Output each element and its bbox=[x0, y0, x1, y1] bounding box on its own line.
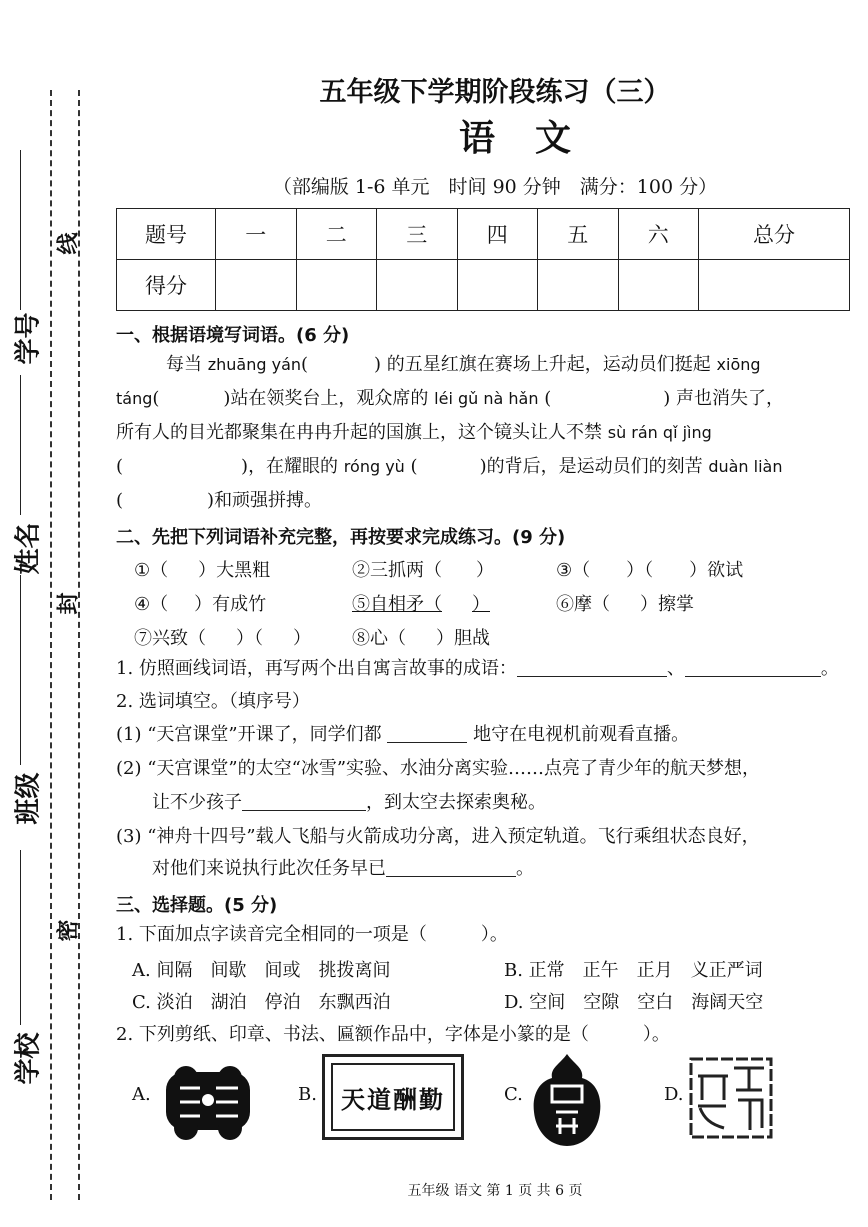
idiom-item-6: ⑥摩（ ）擦掌 bbox=[556, 594, 694, 615]
pinyin: sù rán qǐ jìng bbox=[607, 423, 712, 442]
score-table-score-row bbox=[117, 260, 850, 311]
section2-q1 bbox=[116, 658, 839, 680]
papercut-image bbox=[160, 1058, 256, 1142]
score-label: 得分 bbox=[117, 260, 216, 311]
student-id-label: 学号 bbox=[13, 312, 44, 365]
section2-s3b bbox=[152, 858, 534, 880]
score-cell[interactable] bbox=[296, 260, 377, 311]
choice-b[interactable]: B. 正常 正午 正月 义正严词 bbox=[504, 960, 763, 981]
text: ，到太空去探索奥秘。 bbox=[366, 792, 546, 813]
image-option-a-label[interactable]: A. bbox=[132, 1084, 151, 1105]
score-cell[interactable] bbox=[216, 260, 297, 311]
col-1: 一 bbox=[216, 209, 297, 260]
class-line bbox=[20, 575, 21, 765]
section1-line2: táng( )站在领奖台上，观众席的 léi gǔ nà hǎn ( ) 声也消失了， bbox=[116, 388, 784, 409]
answer-blank[interactable] bbox=[551, 389, 663, 407]
text: 。 bbox=[820, 658, 839, 679]
score-table bbox=[116, 208, 850, 311]
cut-line-outer bbox=[50, 90, 52, 1200]
col-3: 三 bbox=[377, 209, 458, 260]
answer-line[interactable] bbox=[685, 658, 821, 677]
pinyin: léi gǔ nà hǎn bbox=[434, 389, 539, 408]
exam-info: （部编版 1-6 单元 时间 90 分钟 满分：100 分） bbox=[272, 176, 718, 198]
text: 声也消失了， bbox=[676, 388, 784, 409]
idiom-item-8: ⑧心（ ）胆战 bbox=[352, 628, 490, 649]
section1-heading: 一、根据语境写词语。(6 分) bbox=[116, 325, 350, 346]
school-label: 学校 bbox=[13, 1032, 44, 1085]
text: 让不少孩子 bbox=[152, 792, 242, 813]
score-cell[interactable] bbox=[699, 260, 850, 311]
section2-heading: 二、先把下列词语补充完整，再按要求完成练习。(9 分) bbox=[116, 527, 566, 548]
answer-line[interactable] bbox=[387, 724, 467, 743]
answer-line[interactable] bbox=[242, 792, 366, 811]
cut-mark-seal: 封 bbox=[55, 592, 82, 615]
plaque-text: 天道酬勤 bbox=[331, 1063, 455, 1131]
pinyin: duàn liàn bbox=[708, 457, 783, 476]
text: 所有人的目光都聚集在冉冉升起的国旗上，这个镜头让人不禁 bbox=[116, 422, 602, 443]
class-label: 班级 bbox=[13, 772, 44, 825]
score-cell[interactable] bbox=[538, 260, 619, 311]
pinyin: zhuāng yán bbox=[207, 355, 302, 374]
text: 、 bbox=[666, 658, 685, 679]
choice-c[interactable]: C. 淡泊 湖泊 停泊 东飘西泊 bbox=[132, 992, 391, 1013]
section3-q1: 1. 下面加点字读音完全相同的一项是（ ）。 bbox=[116, 924, 508, 945]
pinyin: xiōng bbox=[716, 355, 761, 374]
answer-blank[interactable] bbox=[159, 389, 223, 407]
idiom-item-3: ③（ ）（ ）欲试 bbox=[556, 560, 744, 581]
text: 的背后，是运动员们的刻苦 bbox=[486, 456, 703, 477]
section3-heading: 三、选择题。(5 分) bbox=[116, 895, 278, 916]
section2-s2a: (2) “天宫课堂”的太空“冰雪”实验、水油分离实验……点亮了青少年的航天梦想， bbox=[116, 758, 761, 779]
section2-s2b bbox=[152, 792, 546, 814]
text: 1. 仿照画线词语，再写两个出自寓言故事的成语： bbox=[116, 658, 517, 679]
score-cell[interactable] bbox=[377, 260, 458, 311]
col-2: 二 bbox=[296, 209, 377, 260]
section3-q2: 2. 下列剪纸、印章、书法、匾额作品中，字体是小篆的是（ ）。 bbox=[116, 1024, 670, 1045]
question-number-label: 题号 bbox=[117, 209, 216, 260]
seal-script-image bbox=[688, 1056, 774, 1140]
text: 和顽强拼搏。 bbox=[214, 490, 323, 511]
idiom-item-1: ①（ ）大黑粗 bbox=[134, 560, 271, 581]
section2-s1 bbox=[116, 724, 689, 746]
section2-s3a: (3) “神舟十四号”载人飞船与火箭成功分离，进入预定轨道。飞行乘组状态良好， bbox=[116, 826, 760, 847]
score-cell[interactable] bbox=[457, 260, 538, 311]
text: 。 bbox=[516, 858, 534, 879]
text: 地守在电视机前观看直播。 bbox=[473, 724, 690, 745]
image-option-d-label[interactable]: D. bbox=[664, 1084, 684, 1105]
exam-title: 五年级下学期阶段练习（三） bbox=[319, 77, 671, 108]
text: 站在领奖台上，观众席的 bbox=[230, 388, 429, 409]
idiom-item-5-underlined: ⑤自相矛（ ） bbox=[352, 594, 490, 615]
cut-mark-line: 线 bbox=[55, 232, 82, 255]
answer-blank[interactable] bbox=[123, 457, 241, 475]
name-line bbox=[20, 375, 21, 515]
idiom-item-2: ②三抓两（ ） bbox=[352, 560, 494, 581]
name-label: 姓名 bbox=[13, 522, 44, 575]
pinyin: táng bbox=[116, 389, 153, 408]
section1-line4: ( )，在耀眼的 róng yù ( )的背后，是运动员们的刻苦 duàn liàn bbox=[116, 456, 783, 477]
score-cell[interactable] bbox=[618, 260, 699, 311]
text: ，在耀眼的 bbox=[248, 456, 339, 477]
text: 对他们来说执行此次任务早已 bbox=[152, 858, 386, 879]
seal-image bbox=[530, 1052, 604, 1148]
subject-title: 语文 bbox=[458, 117, 611, 159]
section1-line1: 每当 zhuāng yán( ) 的五星红旗在赛场上升起，运动员们挺起 xiōng bbox=[166, 354, 761, 375]
image-option-c-label[interactable]: C. bbox=[504, 1084, 523, 1105]
col-6: 六 bbox=[618, 209, 699, 260]
image-option-b-label[interactable]: B. bbox=[298, 1084, 317, 1105]
cut-line-inner bbox=[78, 90, 80, 1200]
score-table-header-row bbox=[117, 209, 850, 260]
section2-q2: 2. 选词填空。（填序号） bbox=[116, 691, 310, 712]
idiom-item-7: ⑦兴致（ ）（ ） bbox=[134, 628, 311, 649]
pinyin: róng yù bbox=[343, 457, 405, 476]
text: 的五星红旗在赛场上升起，运动员们挺起 bbox=[386, 354, 711, 375]
page-footer: 五年级 语文 第 1 页 共 6 页 bbox=[407, 1183, 583, 1199]
choice-a[interactable]: A. 间隔 间歇 间或 挑拨离间 bbox=[132, 960, 391, 981]
col-4: 四 bbox=[457, 209, 538, 260]
answer-line[interactable] bbox=[517, 658, 667, 677]
choice-d[interactable]: D. 空间 空隙 空白 海阔天空 bbox=[504, 992, 764, 1013]
text: (1) “天宫课堂”开课了，同学们都 bbox=[116, 724, 382, 745]
text: 每当 bbox=[166, 354, 202, 375]
answer-blank[interactable] bbox=[123, 491, 207, 509]
col-5: 五 bbox=[538, 209, 619, 260]
school-line bbox=[20, 850, 21, 1025]
section1-line3 bbox=[116, 422, 712, 444]
answer-blank[interactable] bbox=[308, 355, 374, 373]
idiom-item-4: ④（ ）有成竹 bbox=[134, 594, 267, 615]
cut-mark-secret: 密 bbox=[55, 919, 82, 942]
answer-line[interactable] bbox=[386, 858, 516, 877]
section1-line5: ( )和顽强拼搏。 bbox=[116, 490, 323, 511]
col-total: 总分 bbox=[699, 209, 850, 260]
answer-blank[interactable] bbox=[418, 457, 480, 475]
plaque-image bbox=[322, 1054, 464, 1140]
